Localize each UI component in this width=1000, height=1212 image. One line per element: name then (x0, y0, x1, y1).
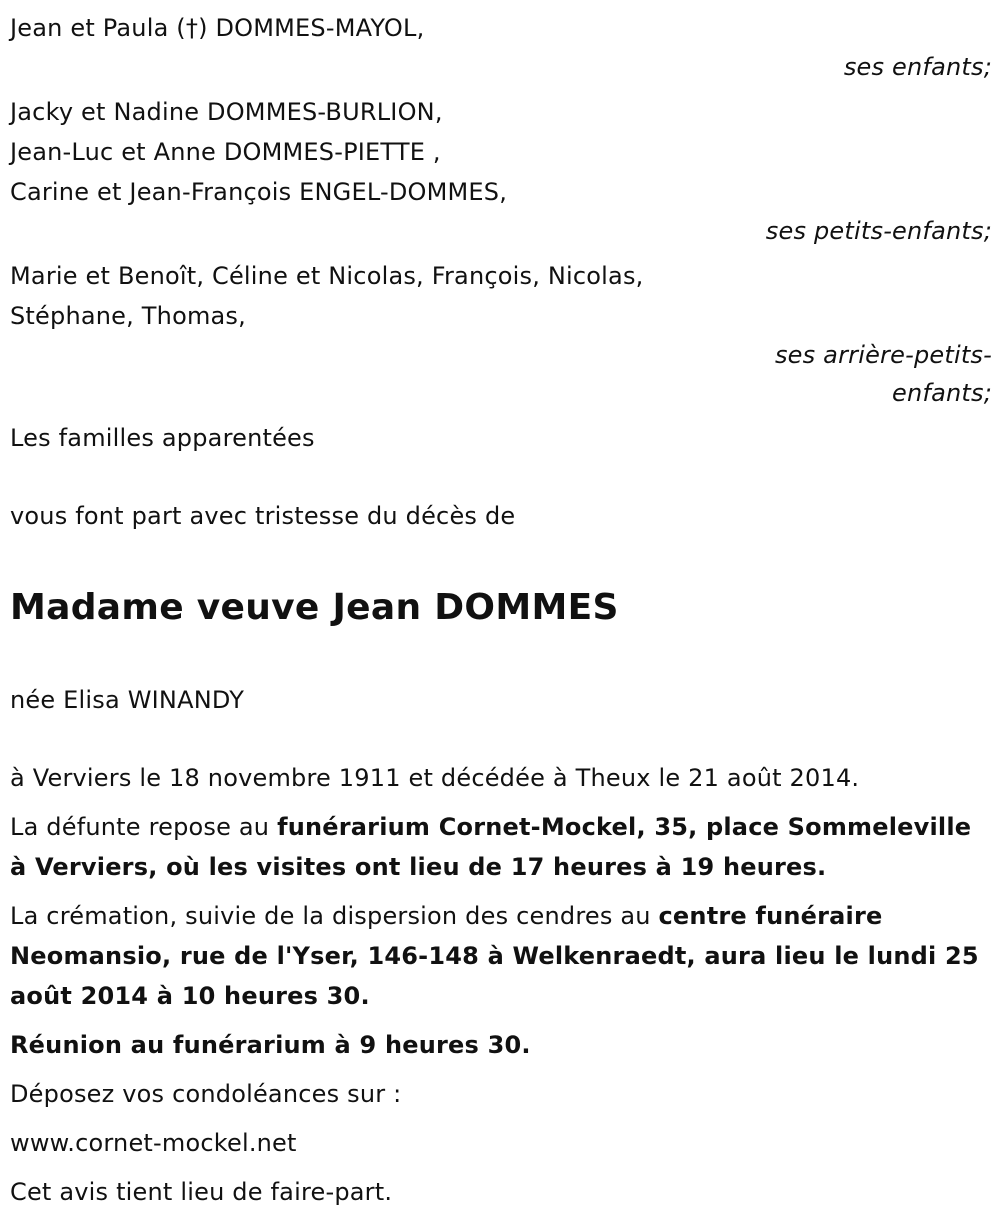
related-families: Les familles apparentées (10, 424, 315, 452)
repose-intro: La défunte repose au (10, 813, 278, 841)
grandchildren-role: ses petits-enfants; (765, 217, 992, 245)
deceased-name: Madame veuve Jean DOMMES (10, 587, 619, 628)
great-grandchildren-name-line: Marie et Benoît, Céline et Nicolas, François, Nicolas, (10, 262, 644, 290)
announcement-text: vous font part avec tristesse du décès de (10, 502, 516, 530)
grandchildren-name-line: Jean-Luc et Anne DOMMES-PIETTE , (10, 138, 441, 166)
website-link[interactable]: www.cornet-mockel.net (10, 1129, 297, 1157)
cremation-details: centre funéraire Neomansio, rue de l'Yser, 146-148 à Welkenraedt, aura lieu le lundi 25 août 2014 à 10 heures 30. (10, 902, 979, 1010)
grandchildren-name-line: Jacky et Nadine DOMMES-BURLION, (10, 98, 443, 126)
children-role: ses enfants; (843, 53, 992, 81)
meeting-paragraph (10, 1025, 990, 1065)
cremation-paragraph (10, 896, 990, 1016)
meeting-text: Réunion au funérarium à 9 heures 30. (10, 1031, 531, 1059)
obituary-notice (10, 8, 990, 1212)
condolences-text: Déposez vos condoléances sur : (10, 1080, 402, 1108)
repose-paragraph (10, 807, 990, 887)
children-name-line: Jean et Paula (†) DOMMES-MAYOL, (10, 14, 425, 42)
grandchildren-group (10, 92, 990, 250)
great-grandchildren-role-line-2: enfants; (892, 379, 992, 407)
grandchildren-name-line: Carine et Jean-François ENGEL-DOMMES, (10, 178, 508, 206)
birth-name: née Elisa WINANDY (10, 686, 245, 714)
great-grandchildren-name-line: Stéphane, Thomas, (10, 302, 246, 330)
great-grandchildren-group (10, 256, 990, 412)
birth-death-dates: à Verviers le 18 novembre 1911 et décédée à Theux le 21 août 2014. (10, 764, 860, 792)
great-grandchildren-role-line-1: ses arrière-petits- (774, 341, 992, 369)
children-group (10, 8, 990, 86)
cremation-intro: La crémation, suivie de la dispersion des cendres au (10, 902, 659, 930)
repose-location: funérarium Cornet-Mockel, 35, place Sommeleville à Verviers, où les visites ont lieu de 17 heures à 19 heures. (10, 813, 972, 881)
notice-text: Cet avis tient lieu de faire-part. (10, 1178, 393, 1206)
